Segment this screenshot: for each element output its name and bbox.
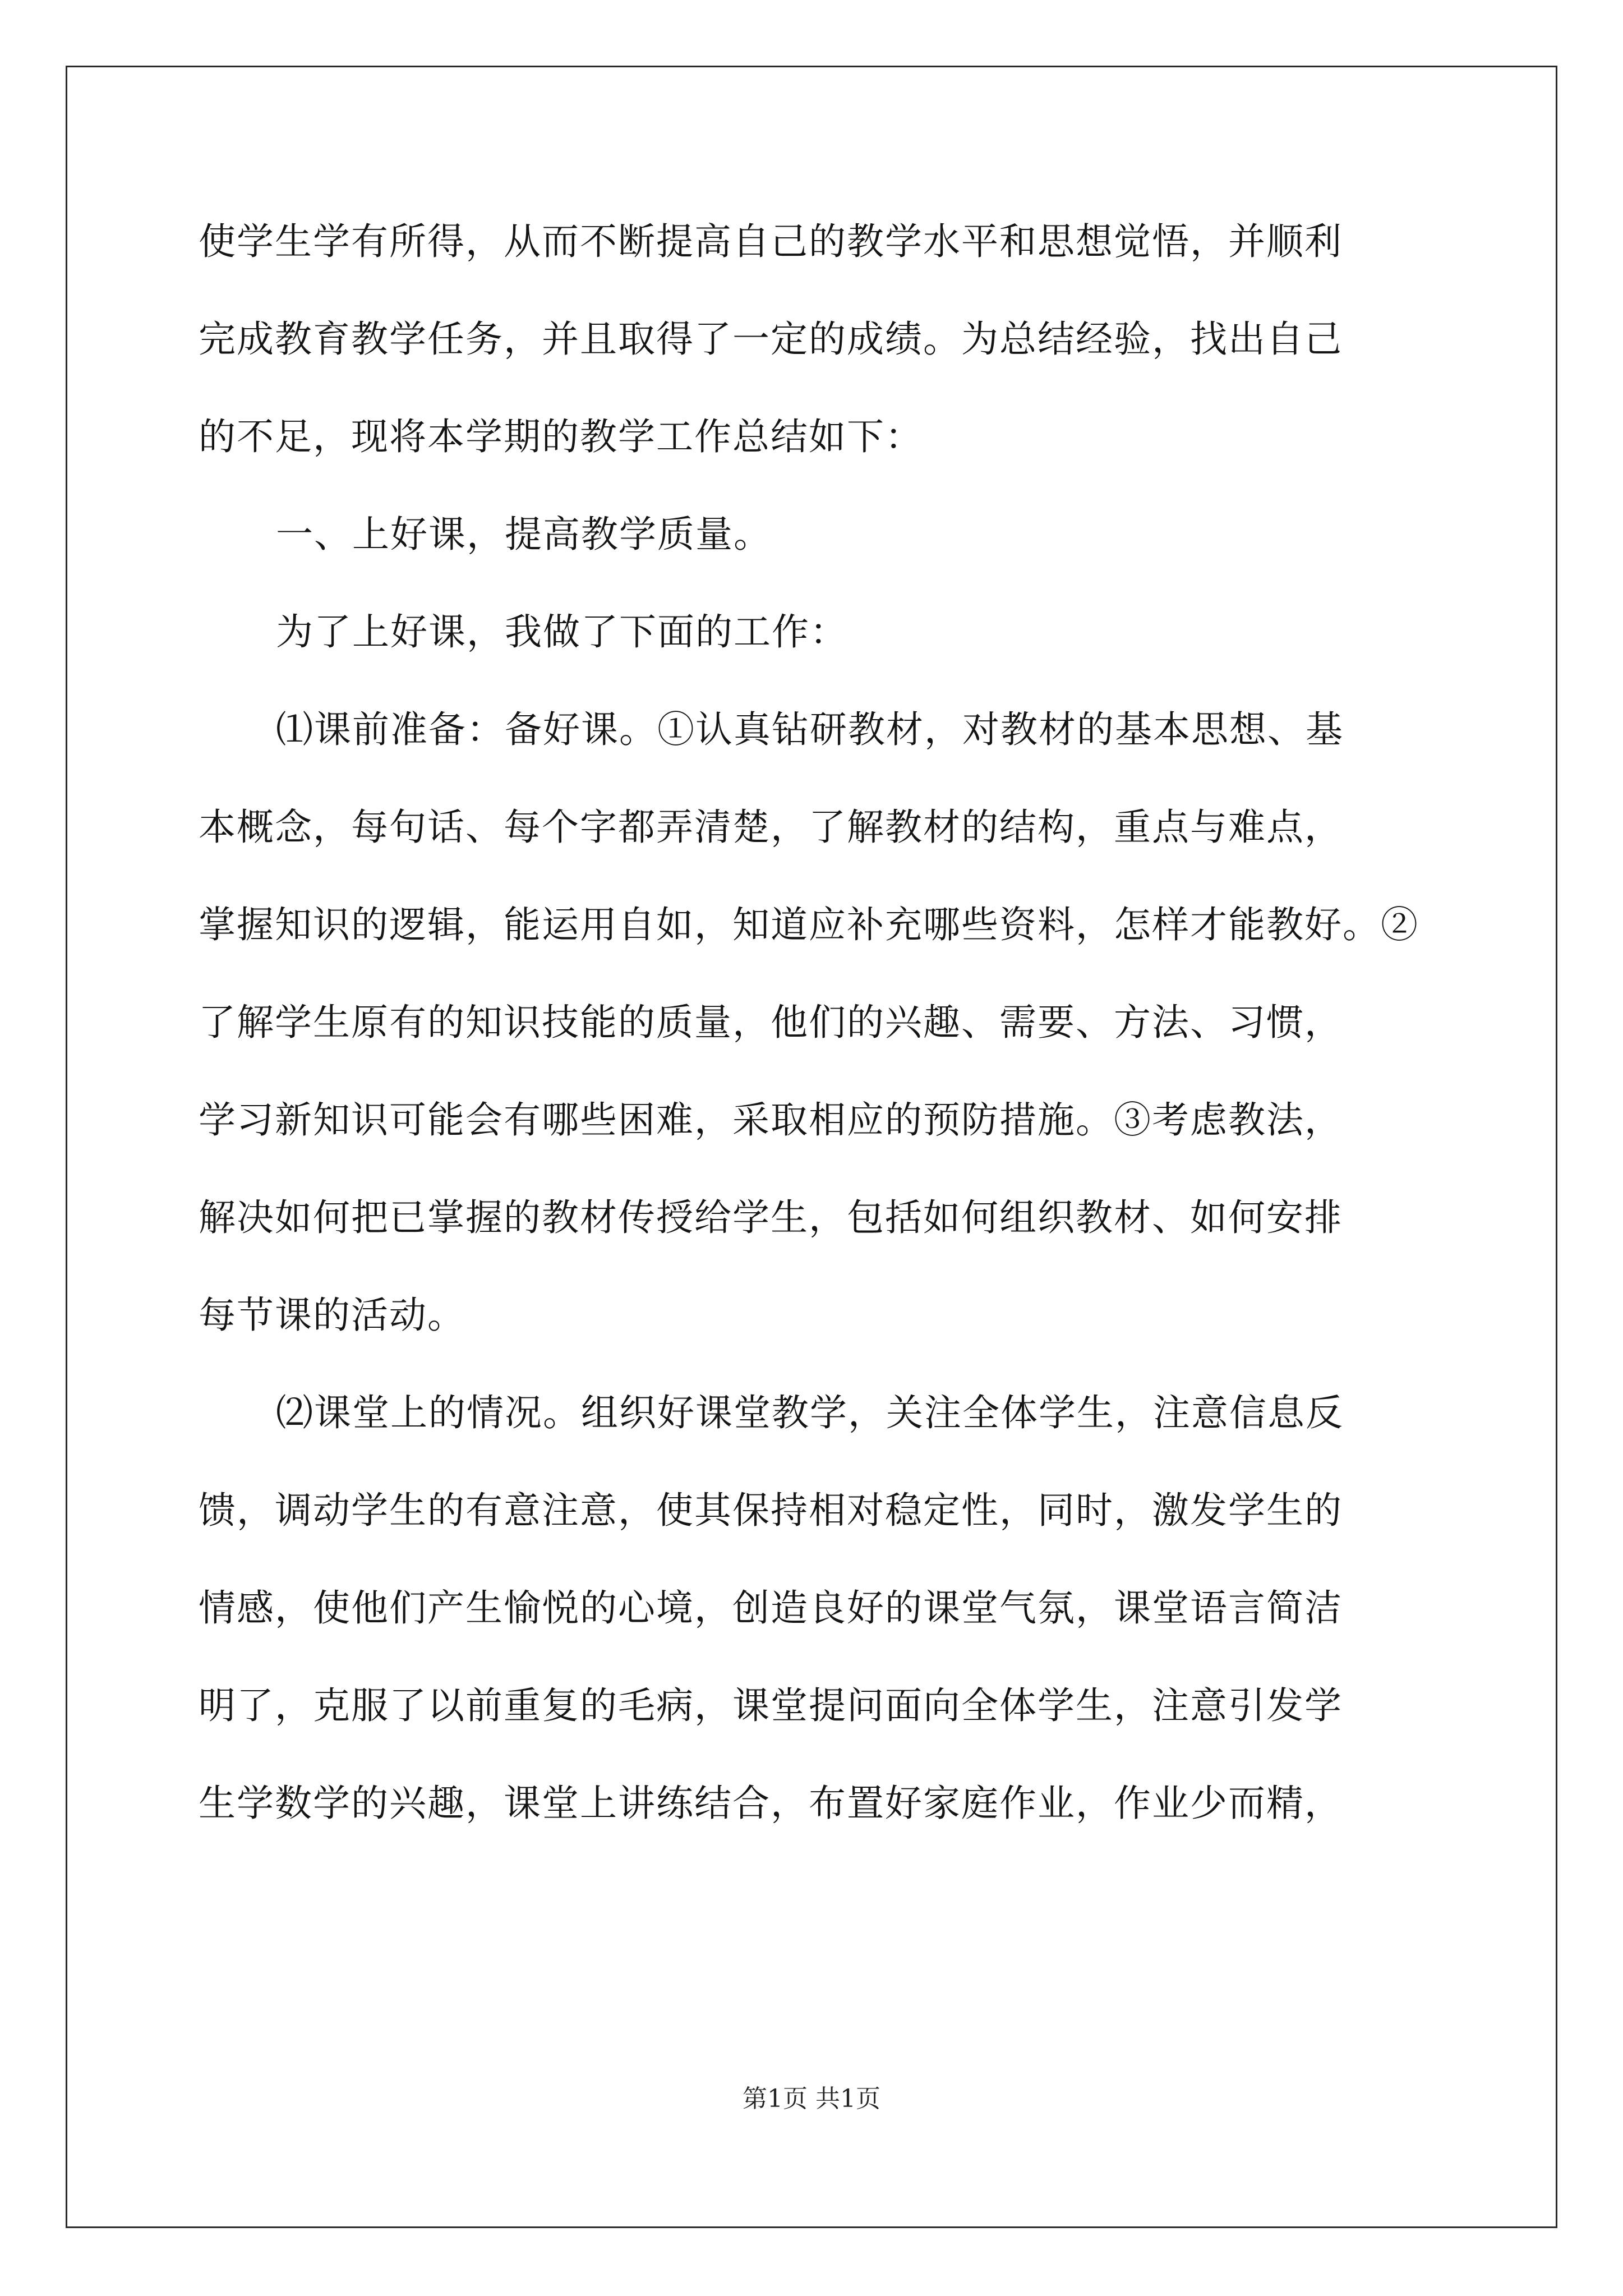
body-line-5: 为了上好课，我做了下面的工作： [276,610,848,654]
body-line-1: 使学生学有所得，从而不断提高自己的教学水平和思想觉悟，并顺利 [199,220,1343,263]
body-line-17: 生学数学的兴趣，课堂上讲练结合，布置好家庭作业，作业少而精， [199,1782,1343,1825]
body-line-14: 馈，调动学生的有意注意，使其保持相对稳定性，同时，激发学生的 [199,1489,1343,1532]
section-heading-1: 一、上好课，提高教学质量。 [276,513,772,556]
body-line-12: 每节课的活动。 [199,1294,465,1337]
body-line-10: 学习新知识可能会有哪些困难，采取相应的预防措施。③考虑教法， [199,1098,1343,1142]
body-line-9: 了解学生原有的知识技能的质量，他们的兴趣、需要、方法、习惯， [199,1001,1343,1044]
page-border [66,66,1557,2228]
body-line-7: 本概念，每句话、每个字都弄清楚，了解教材的结构，重点与难点， [199,806,1343,849]
body-line-13: ⑵课堂上的情况。组织好课堂教学，关注全体学生，注意信息反 [276,1391,1344,1434]
body-line-16: 明了，克服了以前重复的毛病，课堂提问面向全体学生，注意引发学 [199,1684,1343,1727]
page-footer: 第1页 共1页 [743,2085,880,2113]
body-line-3: 的不足，现将本学期的教学工作总结如下： [199,415,923,458]
body-line-6: ⑴课前准备：备好课。①认真钻研教材，对教材的基本思想、基 [276,708,1344,751]
body-line-2: 完成教育教学任务，并且取得了一定的成绩。为总结经验，找出自己 [199,318,1343,361]
body-line-11: 解决如何把已掌握的教材传授给学生，包括如何组织教材、如何安排 [199,1196,1343,1239]
body-line-8: 掌握知识的逻辑，能运用自如，知道应补充哪些资料，怎样才能教好。② [199,903,1419,946]
body-line-15: 情感，使他们产生愉悦的心境，创造良好的课堂气氛，课堂语言简洁 [199,1586,1343,1630]
